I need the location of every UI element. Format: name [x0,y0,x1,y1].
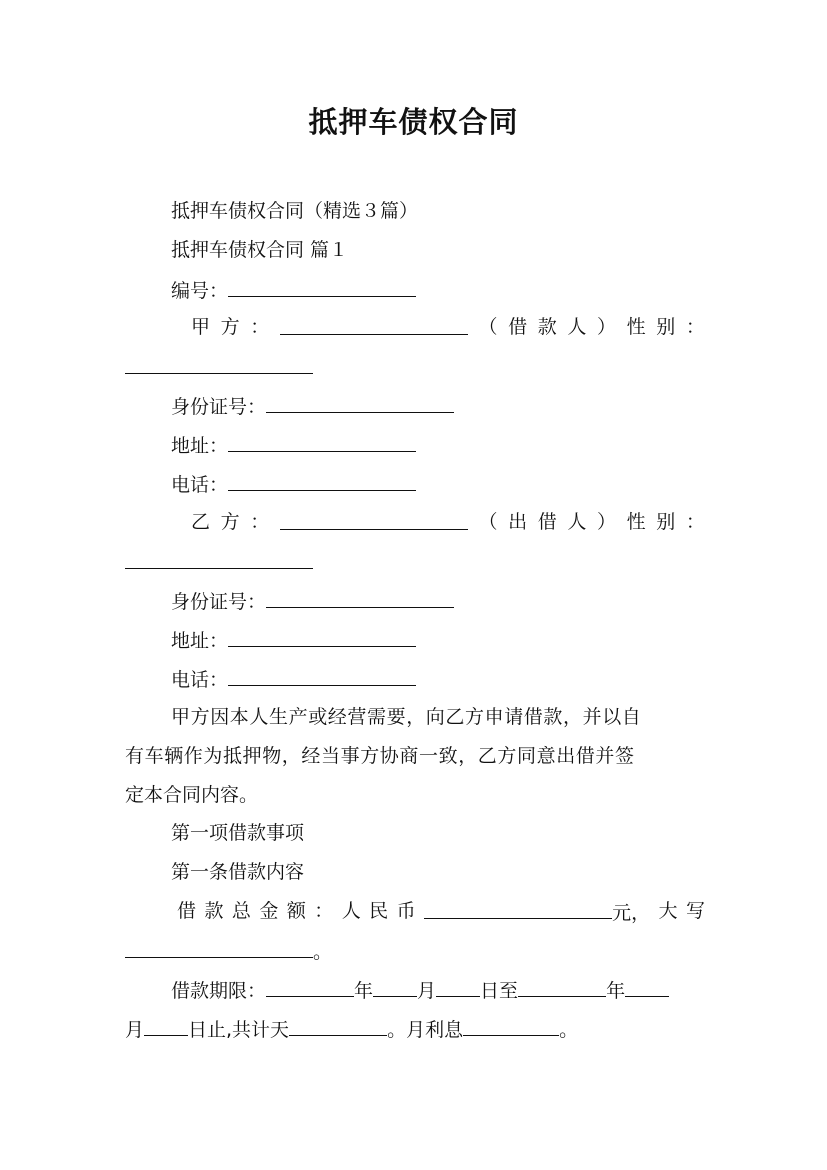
amount-blank [424,898,612,919]
party-a-role-char: 款 [537,316,557,338]
article-heading: 第一条借款内容 [171,861,305,883]
term-day-to: 日至 [480,980,519,1002]
party-a-role-char: 性 [626,316,646,338]
party-a-name-blank [280,314,468,335]
party-a-address-blank [228,431,416,452]
party-b-id-blank [266,587,454,608]
paragraph-line: 甲方因本人生产或经营需要，向乙方申请借款，并以自 [171,706,642,728]
amount-char: 款 [204,900,224,922]
party-b-role-char: 别 [656,511,676,533]
amount-unit: 元， [612,902,651,924]
section-heading: 第一项借款事项 [171,822,305,844]
party-b-address-blank [228,626,416,647]
party-b-phone-line [125,665,705,693]
party-b-label-char: 方 [220,511,240,533]
part-heading: 抵押车债权合同 篇１ [171,239,349,261]
paragraph-line: 有车辆作为抵押物，经当事方协商一致，乙方同意出借并签 [125,745,635,767]
number-line [125,276,705,304]
party-b-phone-blank [228,665,416,686]
party-a-label-char: ： [250,316,270,338]
party-a-address-line [125,431,705,459]
amount-capital-char: 写 [685,900,705,922]
amount-char: 人 [341,900,361,922]
amount-char: 额 [286,900,306,922]
term-line [125,976,705,1004]
amount-line [125,898,705,926]
term-start-year-blank [266,976,354,997]
amount-capital-blank [125,937,313,958]
party-b-name-blank [280,509,468,530]
party-a-role-char: （ [478,316,498,338]
amount-char: 借 [177,900,197,922]
party-b-address-line [125,626,705,654]
term-start-month-blank [373,976,417,997]
party-b-id-line [125,587,705,615]
number-label: 编号： [171,280,229,302]
address-label: 地址： [171,630,229,652]
id-label: 身份证号： [171,396,267,418]
party-b-role-char: ： [685,511,705,533]
party-a-role-char: 人 [567,316,587,338]
term-interest-label: 月利息 [406,1019,464,1041]
party-b-role-char: 出 [508,511,528,533]
party-a-label-char: 甲 [191,316,211,338]
term-start-day-blank [436,976,480,997]
term-end-day-blank [144,1015,188,1036]
party-b-role-char: （ [478,511,498,533]
party-a-phone-line [125,470,705,498]
party-a-gender-line [125,353,705,381]
amount-char: 金 [259,900,279,922]
party-b-role-char: 性 [626,511,646,533]
phone-label: 电话： [171,669,229,691]
party-b-role-char: 借 [537,511,557,533]
party-a-role-char: 别 [656,316,676,338]
term-days-blank [289,1015,387,1036]
subtitle-line: 抵押车债权合同（精选３篇） [171,200,419,222]
party-b-label-char: 乙 [191,511,211,533]
party-a-id-blank [266,392,454,413]
term-period: 。 [559,1019,579,1041]
amount-char: 民 [369,900,389,922]
party-a-line [125,314,705,340]
term-year: 年 [606,980,626,1002]
party-a-id-line [125,392,705,420]
party-a-phone-blank [228,470,416,491]
party-b-role-char: ） [596,511,616,533]
term-interest-blank [463,1015,559,1036]
amount-capital-line [125,937,705,965]
amount-char: 币 [396,900,416,922]
term-end-year-blank [518,976,606,997]
id-label: 身份证号： [171,591,267,613]
amount-end: 。 [313,941,333,963]
party-b-label-char: ： [250,511,270,533]
amount-capital-char: 大 [658,900,678,922]
party-b-role-char: 人 [567,511,587,533]
party-b-gender-line [125,548,705,576]
party-a-label-char: 方 [220,316,240,338]
term-year: 年 [354,980,374,1002]
phone-label: 电话： [171,474,229,496]
number-blank [228,276,416,297]
term-end-month-blank [625,976,669,997]
party-a-role-char: 借 [508,316,528,338]
amount-char: 总 [231,900,251,922]
term-line-2 [125,1015,705,1043]
term-period: 。 [387,1019,407,1041]
term-day-end: 日止,共计天 [188,1019,290,1041]
party-b-line [125,509,705,535]
party-a-role-char: ） [596,316,616,338]
term-month: 月 [417,980,437,1002]
document-title: 抵押车债权合同 [308,105,519,139]
address-label: 地址： [171,435,229,457]
party-a-role-char: ： [685,316,705,338]
term-label: 借款期限： [171,980,267,1002]
party-b-gender-blank [125,548,313,569]
party-a-gender-blank [125,353,313,374]
paragraph-line: 定本合同内容。 [125,784,259,806]
amount-char: ： [314,900,334,922]
term-month: 月 [125,1019,145,1041]
